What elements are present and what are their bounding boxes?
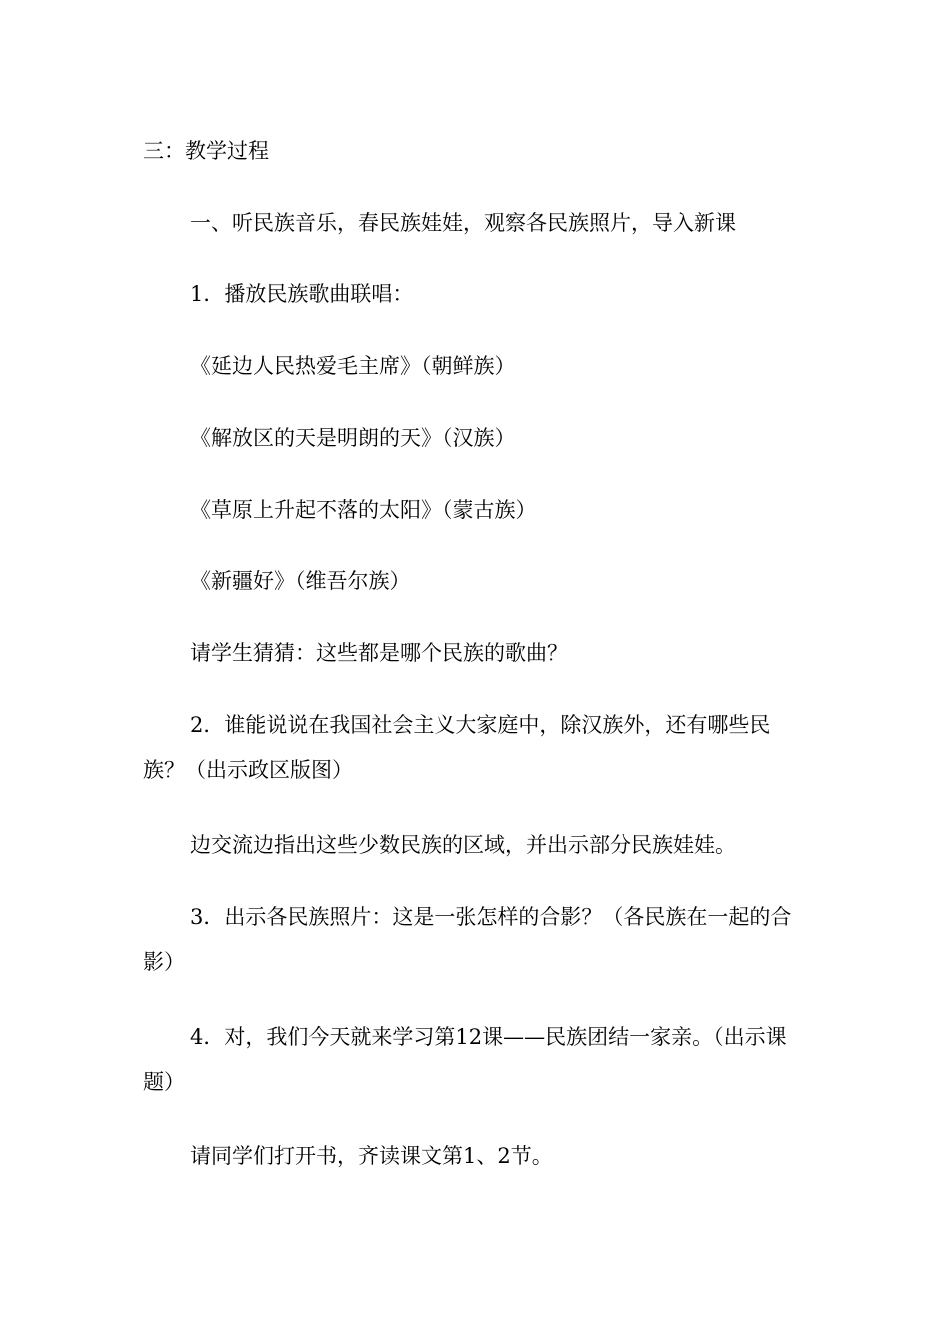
- paragraph-step-2: 2．谁能说说在我国社会主义大家庭中，除汉族外，还有哪些民族？（出示政区版图）: [143, 713, 771, 782]
- song-item-4: 《新疆好》（维吾尔族）: [190, 569, 411, 593]
- section-heading: 三：教学过程: [143, 139, 269, 163]
- subsection-heading: 一、听民族音乐，春民族娃娃，观察各民族照片，导入新课: [190, 211, 736, 235]
- song-item-3: 《草原上升起不落的太阳》（蒙古族）: [190, 498, 537, 522]
- paragraph-step-1: 1．播放民族歌曲联唱：: [190, 282, 414, 306]
- song-item-1: 《延边人民热爱毛主席》（朝鲜族）: [190, 354, 516, 378]
- song-item-2: 《解放区的天是明朗的天》（汉族）: [190, 426, 516, 450]
- paragraph-exchange: 边交流边指出这些少数民族的区域，并出示部分民族娃娃。: [190, 833, 736, 857]
- paragraph-guess: 请学生猜猜：这些都是哪个民族的歌曲？: [190, 641, 568, 665]
- paragraph-read-aloud: 请同学们打开书，齐读课文第1、2节。: [190, 1144, 553, 1168]
- paragraph-step-3: 3．出示各民族照片：这是一张怎样的合影？（各民族在一起的合影）: [143, 905, 792, 974]
- paragraph-step-4: 4．对，我们今天就来学习第12课——民族团结一家亲。（出示课题）: [143, 1025, 787, 1094]
